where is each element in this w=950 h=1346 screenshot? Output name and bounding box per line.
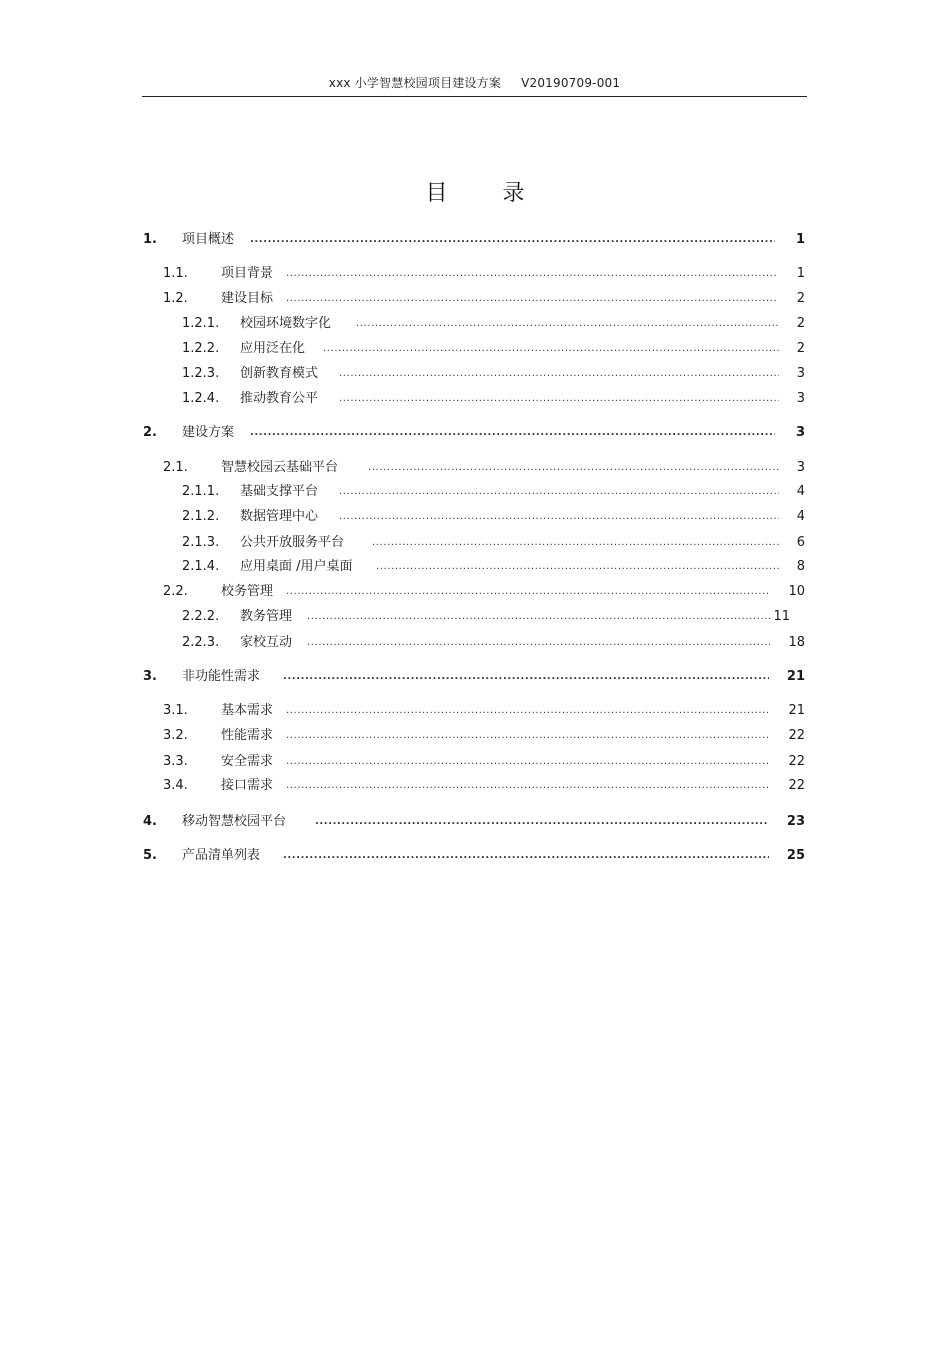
toc-entry-number: 1.1. [163,266,188,281]
toc-entry-number: 2.2.3. [182,635,220,650]
toc-entry-page: 3 [796,366,805,381]
toc-entry-title: 推动教育公平 [240,391,319,406]
toc-entry-number: 2.1.2. [182,509,220,524]
header-version: V20190709-001 [521,76,621,90]
toc-entry-page: 6 [796,535,805,550]
toc-leader-dots [368,458,780,478]
toc-entry-number: 2.1.4. [182,559,220,574]
toc-entry-title: 应用泛在化 [240,341,306,356]
toc-entry-number: 3.1. [163,703,188,718]
toc-entry-title: 校务管理 [221,584,274,599]
toc-leader-dots [376,557,780,577]
toc-leader-dots [286,776,770,796]
toc-entry-title: 移动智慧校园平台 [182,814,287,829]
toc-entry-page: 21 [788,703,805,718]
toc-leader-dots [286,752,770,772]
toc-leader-dots [283,846,769,866]
toc-entry-page: 2 [796,316,805,331]
toc-entry-page: 22 [788,754,805,769]
toc-entry-title: 产品清单列表 [182,848,261,863]
toc-entry-number: 3.4. [163,778,188,793]
toc-entry-title: 建设方案 [182,425,235,440]
toc-leader-dots [307,607,772,627]
toc-entry-title: 公共开放服务平台 [240,535,345,550]
page-header [142,74,807,91]
toc-leader-dots [250,423,775,443]
toc-entry-page: 8 [796,559,805,574]
toc-entry-title: 智慧校园云基础平台 [221,460,339,475]
toc-leader-dots [283,667,769,687]
toc-entry-number: 1.2.2. [182,341,220,356]
toc-entry-page: 22 [788,778,805,793]
toc-entry-number: 2.2. [163,584,188,599]
toc-entry-number: 1.2.3. [182,366,220,381]
toc-entry-page: 2 [796,341,805,356]
toc-entry-page: 1 [795,232,805,247]
toc-entry-number: 4. [143,814,157,829]
toc-entry-title: 应用桌面 /用户桌面 [240,559,353,574]
toc-leader-dots [372,533,780,553]
toc-entry-number: 3.3. [163,754,188,769]
toc-leader-dots [286,701,770,721]
toc-entry-title: 安全需求 [221,754,274,769]
toc-entry-title: 基本需求 [221,703,274,718]
toc-entry-number: 2.1.1. [182,484,220,499]
toc-leader-dots [315,812,769,832]
toc-entry-page: 22 [788,728,805,743]
toc-entry-title: 家校互动 [240,635,293,650]
toc-entry-title: 性能需求 [221,728,274,743]
toc-entry-page: 11 [773,609,790,624]
toc-entry-number: 1. [143,232,157,247]
toc-entry-title: 接口需求 [221,778,274,793]
toc-entry-page: 21 [786,669,805,684]
toc-entry-page: 1 [796,266,805,281]
header-title: xxx 小学智慧校园项目建设方案 [328,76,502,90]
toc-entry-page: 4 [796,484,805,499]
toc-entry-number: 1.2.4. [182,391,220,406]
toc-entry-page: 3 [796,391,805,406]
toc-entry-page: 18 [788,635,805,650]
toc-entry-number: 3. [143,669,157,684]
toc-entry-number: 1.2. [163,291,188,306]
toc-entry-title: 基础支撑平台 [240,484,319,499]
toc-entry-title: 数据管理中心 [240,509,319,524]
toc-entry-page: 10 [788,584,805,599]
toc-entry-number: 3.2. [163,728,188,743]
toc-entry-page: 23 [786,814,805,829]
toc-leader-dots [339,364,779,384]
toc-entry-title: 项目概述 [182,232,235,247]
toc-entry-page: 4 [796,509,805,524]
toc-entry-page: 25 [786,848,805,863]
toc-leader-dots [339,507,779,527]
toc-entry-title: 建设目标 [221,291,274,306]
toc-leader-dots [356,314,780,334]
toc-title: 目 录 [425,181,549,206]
toc-leader-dots [339,482,779,502]
toc-leader-dots [250,230,775,250]
toc-entry-number: 2.1.3. [182,535,220,550]
toc-entry-title: 校园环境数字化 [240,316,332,331]
toc-entry-title: 创新教育模式 [240,366,319,381]
header-rule [142,96,807,97]
toc-entry-title: 非功能性需求 [182,669,261,684]
toc-leader-dots [339,389,779,409]
toc-leader-dots [286,582,770,602]
toc-entry-page: 2 [796,291,805,306]
toc-entry-number: 5. [143,848,157,863]
toc-leader-dots [307,633,770,653]
toc-entry-number: 2.2.2. [182,609,220,624]
toc-entry-title: 项目背景 [221,266,274,281]
toc-entry-number: 2. [143,425,157,440]
toc-entry-number: 1.2.1. [182,316,220,331]
toc-entry-title: 教务管理 [240,609,293,624]
toc-entry-number: 2.1. [163,460,188,475]
toc-leader-dots [286,726,770,746]
toc-leader-dots [286,264,776,284]
toc-leader-dots [323,339,779,359]
toc-leader-dots [286,289,776,309]
toc-entry-page: 3 [795,425,805,440]
toc-entry-page: 3 [796,460,805,475]
